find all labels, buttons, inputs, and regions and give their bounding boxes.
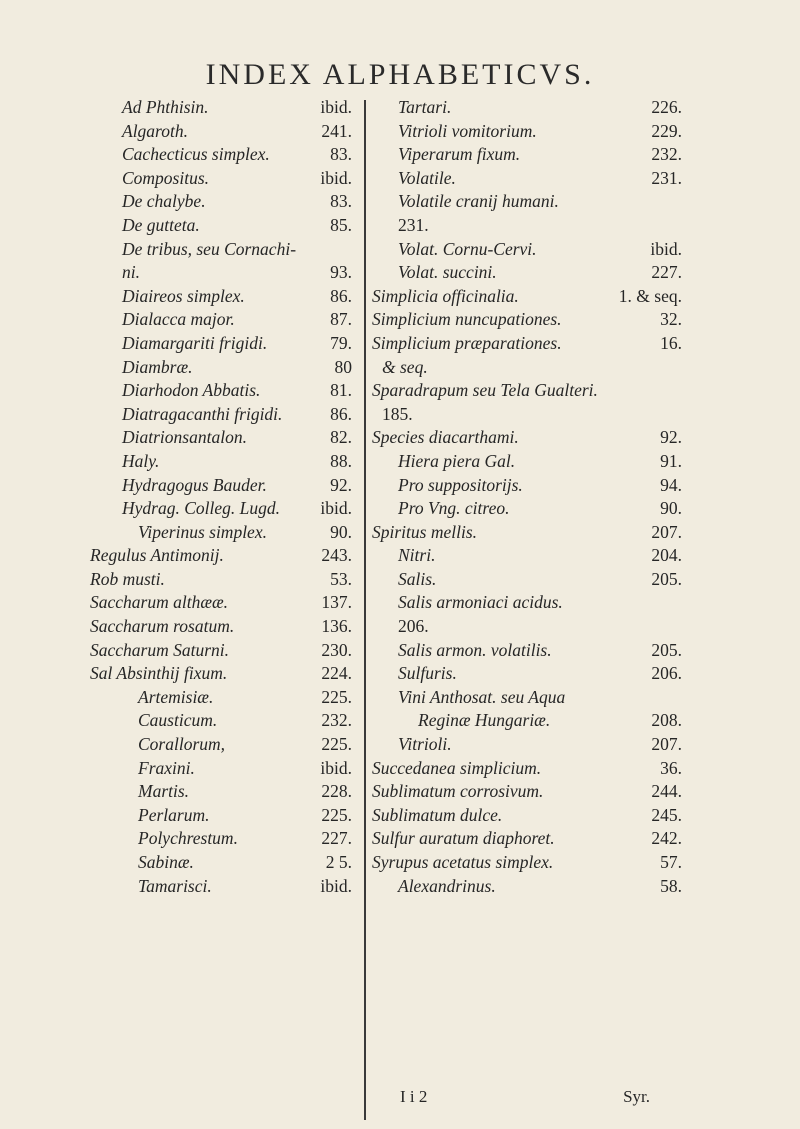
- index-entry: [372, 308, 682, 332]
- index-entry: [112, 308, 352, 332]
- entry-term: Sparadrapum seu Tela Gualteri.: [372, 380, 598, 401]
- entry-page-ref: 230.: [321, 639, 352, 660]
- entry-term: Nitri.: [398, 545, 436, 566]
- entry-term: Pro suppositorijs.: [398, 474, 523, 495]
- entry-page-ref: 90.: [660, 498, 682, 519]
- index-entry: [372, 497, 682, 521]
- index-entry: [112, 780, 352, 804]
- entry-page-ref: 57.: [660, 852, 682, 872]
- entry-page-ref: 241.: [321, 120, 352, 141]
- entry-page-ref: 91.: [660, 450, 682, 471]
- index-entry: [112, 875, 352, 899]
- index-entry: [112, 851, 352, 875]
- index-entry: [90, 615, 352, 639]
- entry-term: Volat. succini.: [398, 262, 497, 283]
- index-entry: [372, 379, 682, 403]
- index-entry: [112, 261, 352, 285]
- entry-page-ref: 36.: [660, 757, 682, 778]
- entry-term: Salis armon. volatilis.: [398, 639, 552, 660]
- entry-term: Polychrestum.: [138, 828, 238, 849]
- entry-page-ref: 86.: [330, 403, 352, 424]
- left-index-column: [90, 96, 352, 898]
- index-entry: [372, 851, 682, 875]
- entry-term: Fraxini.: [138, 757, 195, 778]
- index-entry: [112, 356, 352, 380]
- entry-page-ref: 244.: [651, 781, 682, 802]
- entry-page-ref: 92.: [660, 427, 682, 448]
- index-entry: [372, 167, 682, 191]
- entry-term: Hydragogus Bauder.: [122, 474, 267, 495]
- entry-page-ref: 16.: [660, 332, 682, 353]
- entry-page-ref: 80: [334, 356, 352, 377]
- entry-page-ref: 207.: [651, 521, 682, 542]
- index-entry: [372, 780, 682, 804]
- entry-page-ref: 245.: [651, 804, 682, 825]
- index-entry: [372, 426, 682, 450]
- entry-page-ref: 227.: [651, 262, 682, 283]
- entry-page-ref: 243.: [321, 545, 352, 566]
- entry-page-ref: 87.: [330, 309, 352, 330]
- entry-term: Tartari.: [398, 97, 452, 117]
- entry-page-ref: 225.: [321, 804, 352, 825]
- entry-term: Succedanea simplicium.: [372, 757, 542, 778]
- entry-page-ref: ibid.: [650, 238, 682, 259]
- index-entry: [372, 521, 682, 545]
- entry-term: Simplicium præparationes.: [372, 332, 562, 353]
- index-entry: [112, 426, 352, 450]
- index-entry: [372, 639, 682, 663]
- index-entry: [90, 662, 352, 686]
- entry-page-ref: 136.: [321, 616, 352, 637]
- index-entry: [372, 568, 682, 592]
- index-entry: [112, 379, 352, 403]
- entry-page-ref: 1. & seq.: [618, 285, 682, 306]
- entry-page-ref: 205.: [651, 568, 682, 589]
- index-entry: [112, 804, 352, 828]
- entry-page-ref: 228.: [321, 781, 352, 802]
- entry-page-ref: 231.: [651, 167, 682, 188]
- entry-term: Volat. Cornu-Cervi.: [398, 238, 537, 259]
- entry-term: Sulfur auratum diaphoret.: [372, 828, 555, 849]
- entry-term: De chalybe.: [122, 191, 206, 212]
- entry-page-ref: 207.: [651, 734, 682, 755]
- index-entry: [112, 238, 352, 262]
- entry-term: Corallorum,: [138, 734, 226, 755]
- entry-page-ref: 206.: [651, 663, 682, 684]
- entry-term: Pro Vng. citreo.: [398, 498, 510, 519]
- entry-term: Causticum.: [138, 710, 218, 731]
- entry-page-ref: ibid.: [320, 498, 352, 519]
- entry-page-ref: 224.: [321, 663, 352, 684]
- entry-term: Compositus.: [122, 167, 210, 188]
- entry-page-ref: 232.: [651, 144, 682, 165]
- index-entry: [90, 568, 352, 592]
- entry-page-ref: 242.: [651, 828, 682, 849]
- entry-page-ref: 82.: [330, 427, 352, 448]
- entry-term: De gutteta.: [122, 214, 200, 235]
- index-entry: [112, 143, 352, 167]
- index-entry: [112, 285, 352, 309]
- entry-term: Salis.: [398, 568, 437, 589]
- entry-page-ref: ibid.: [320, 875, 352, 896]
- entry-term: Perlarum.: [138, 804, 210, 825]
- entry-term: Saccharum althææ.: [90, 592, 229, 613]
- index-entry: [112, 757, 352, 781]
- entry-page-ref: 205.: [651, 639, 682, 660]
- entry-term: Saccharum Saturni.: [90, 639, 230, 660]
- entry-term: 206.: [398, 616, 429, 637]
- index-entry: [112, 450, 352, 474]
- index-entry: [372, 143, 682, 167]
- index-entry: [372, 238, 682, 262]
- index-entry: [112, 96, 352, 120]
- index-entry: [372, 450, 682, 474]
- entry-term: Simplicia officinalia.: [372, 285, 519, 306]
- entry-term: Sabinæ.: [138, 852, 194, 872]
- entry-term: Haly.: [122, 450, 160, 471]
- entry-term: Volatile cranij humani.: [398, 191, 559, 212]
- index-entry: [372, 875, 682, 899]
- entry-page-ref: 93.: [330, 262, 352, 283]
- index-entry: [372, 214, 682, 238]
- index-entry: [112, 214, 352, 238]
- entry-page-ref: 83.: [330, 191, 352, 212]
- entry-term: Syrupus acetatus simplex.: [372, 852, 554, 872]
- index-entry: [90, 544, 352, 568]
- entry-page-ref: 92.: [330, 474, 352, 495]
- entry-page-ref: ibid.: [320, 167, 352, 188]
- entry-term: 185.: [382, 403, 413, 424]
- entry-term: Diaireos simplex.: [122, 285, 245, 306]
- entry-page-ref: 32.: [660, 309, 682, 330]
- entry-page-ref: 90.: [330, 521, 352, 542]
- entry-term: Sublimatum corrosivum.: [372, 781, 544, 802]
- entry-page-ref: 94.: [660, 474, 682, 495]
- index-entry: [112, 497, 352, 521]
- entry-term: Diambræ.: [122, 356, 193, 377]
- entry-term: Diarhodon Abbatis.: [122, 380, 261, 401]
- entry-page-ref: 232.: [321, 710, 352, 731]
- index-entry: [372, 96, 682, 120]
- right-index-column: [372, 96, 682, 898]
- index-entry: [112, 733, 352, 757]
- entry-term: Regulus Antimonij.: [90, 545, 224, 566]
- entry-term: Diatragacanthi frigidi.: [122, 403, 283, 424]
- index-entry: [372, 120, 682, 144]
- entry-term: Spiritus mellis.: [372, 521, 478, 542]
- index-entry: [372, 757, 682, 781]
- index-entry: [372, 356, 682, 380]
- index-entry: [372, 474, 682, 498]
- entry-term: Species diacarthami.: [372, 427, 519, 448]
- entry-term: Hydrag. Colleg. Lugd.: [122, 498, 280, 519]
- entry-term: Artemisiæ.: [138, 686, 214, 707]
- entry-page-ref: ibid.: [320, 757, 352, 778]
- entry-term: & seq.: [382, 356, 428, 377]
- entry-page-ref: 85.: [330, 214, 352, 235]
- entry-term: Martis.: [138, 781, 190, 802]
- entry-page-ref: 88.: [330, 450, 352, 471]
- entry-term: Salis armoniaci acidus.: [398, 592, 563, 613]
- index-entry: [372, 662, 682, 686]
- entry-term: Diatrionsantalon.: [122, 427, 247, 448]
- entry-page-ref: ibid.: [320, 97, 352, 117]
- entry-term: Reginæ Hungariæ.: [418, 710, 551, 731]
- index-entry: [372, 615, 682, 639]
- index-entry: [90, 639, 352, 663]
- entry-term: De tribus, seu Cornachi-: [122, 238, 297, 259]
- entry-page-ref: 226.: [651, 97, 682, 117]
- entry-term: Viperarum fixum.: [398, 144, 521, 165]
- entry-term: Dialacca major.: [122, 309, 235, 330]
- entry-term: Volatile.: [398, 167, 456, 188]
- index-entry: [112, 521, 352, 545]
- entry-page-ref: 53.: [330, 568, 352, 589]
- entry-term: Saccharum rosatum.: [90, 616, 235, 637]
- catchword: Syr.: [623, 1087, 650, 1106]
- entry-term: Sublimatum dulce.: [372, 804, 503, 825]
- entry-page-ref: 83.: [330, 144, 352, 165]
- entry-term: Cachecticus simplex.: [122, 144, 270, 165]
- entry-page-ref: 208.: [651, 710, 682, 731]
- entry-term: Diamargariti frigidi.: [122, 332, 268, 353]
- index-entry: [112, 332, 352, 356]
- entry-term: Vini Anthosat. seu Aqua: [398, 686, 566, 707]
- entry-term: Tamarisci.: [138, 875, 212, 896]
- index-entry: [112, 709, 352, 733]
- index-entry: [372, 285, 682, 309]
- entry-term: Rob musti.: [90, 568, 165, 589]
- index-entry: [112, 167, 352, 191]
- entry-page-ref: 227.: [321, 828, 352, 849]
- index-entry: [112, 474, 352, 498]
- entry-page-ref: 225.: [321, 686, 352, 707]
- entry-page-ref: 229.: [651, 120, 682, 141]
- signature-mark: I i 2: [400, 1087, 428, 1106]
- entry-term: Sal Absinthij fixum.: [90, 663, 228, 684]
- index-entry: [372, 591, 682, 615]
- index-entry: [372, 190, 682, 214]
- entry-term: Simplicium nuncupationes.: [372, 309, 562, 330]
- entry-page-ref: 86.: [330, 285, 352, 306]
- index-entry: [372, 403, 682, 427]
- entry-term: Sulfuris.: [398, 663, 457, 684]
- entry-term: Viperinus simplex.: [138, 521, 267, 542]
- entry-term: Vitrioli.: [398, 734, 452, 755]
- page-footer: [400, 1087, 650, 1107]
- entry-page-ref: 137.: [321, 592, 352, 613]
- index-entry: [112, 827, 352, 851]
- index-entry: [90, 591, 352, 615]
- index-entry: [372, 686, 682, 710]
- index-entry: [372, 709, 682, 733]
- entry-page-ref: 225.: [321, 734, 352, 755]
- entry-term: Alexandrinus.: [398, 875, 496, 896]
- entry-term: Vitrioli vomitorium.: [398, 120, 537, 141]
- index-entry: [372, 804, 682, 828]
- entry-page-ref: 81.: [330, 380, 352, 401]
- index-entry: [372, 544, 682, 568]
- index-entry: [372, 261, 682, 285]
- index-entry: [372, 827, 682, 851]
- index-entry: [112, 120, 352, 144]
- entry-term: Algaroth.: [122, 120, 188, 141]
- index-entry: [112, 190, 352, 214]
- index-entry: [112, 686, 352, 710]
- index-entry: [372, 332, 682, 356]
- entry-term: Ad Phthisin.: [122, 97, 209, 117]
- entry-term: Hiera piera Gal.: [398, 450, 516, 471]
- entry-page-ref: 204.: [651, 545, 682, 566]
- column-divider: [364, 100, 366, 1120]
- index-entry: [112, 403, 352, 427]
- entry-page-ref: 58.: [660, 875, 682, 896]
- entry-page-ref: 79.: [330, 332, 352, 353]
- entry-term: ni.: [122, 262, 140, 283]
- page-title: INDEX ALPHABETICVS.: [205, 58, 595, 91]
- entry-term: 231.: [398, 214, 429, 235]
- entry-page-ref: 2 5.: [325, 852, 352, 872]
- index-entry: [372, 733, 682, 757]
